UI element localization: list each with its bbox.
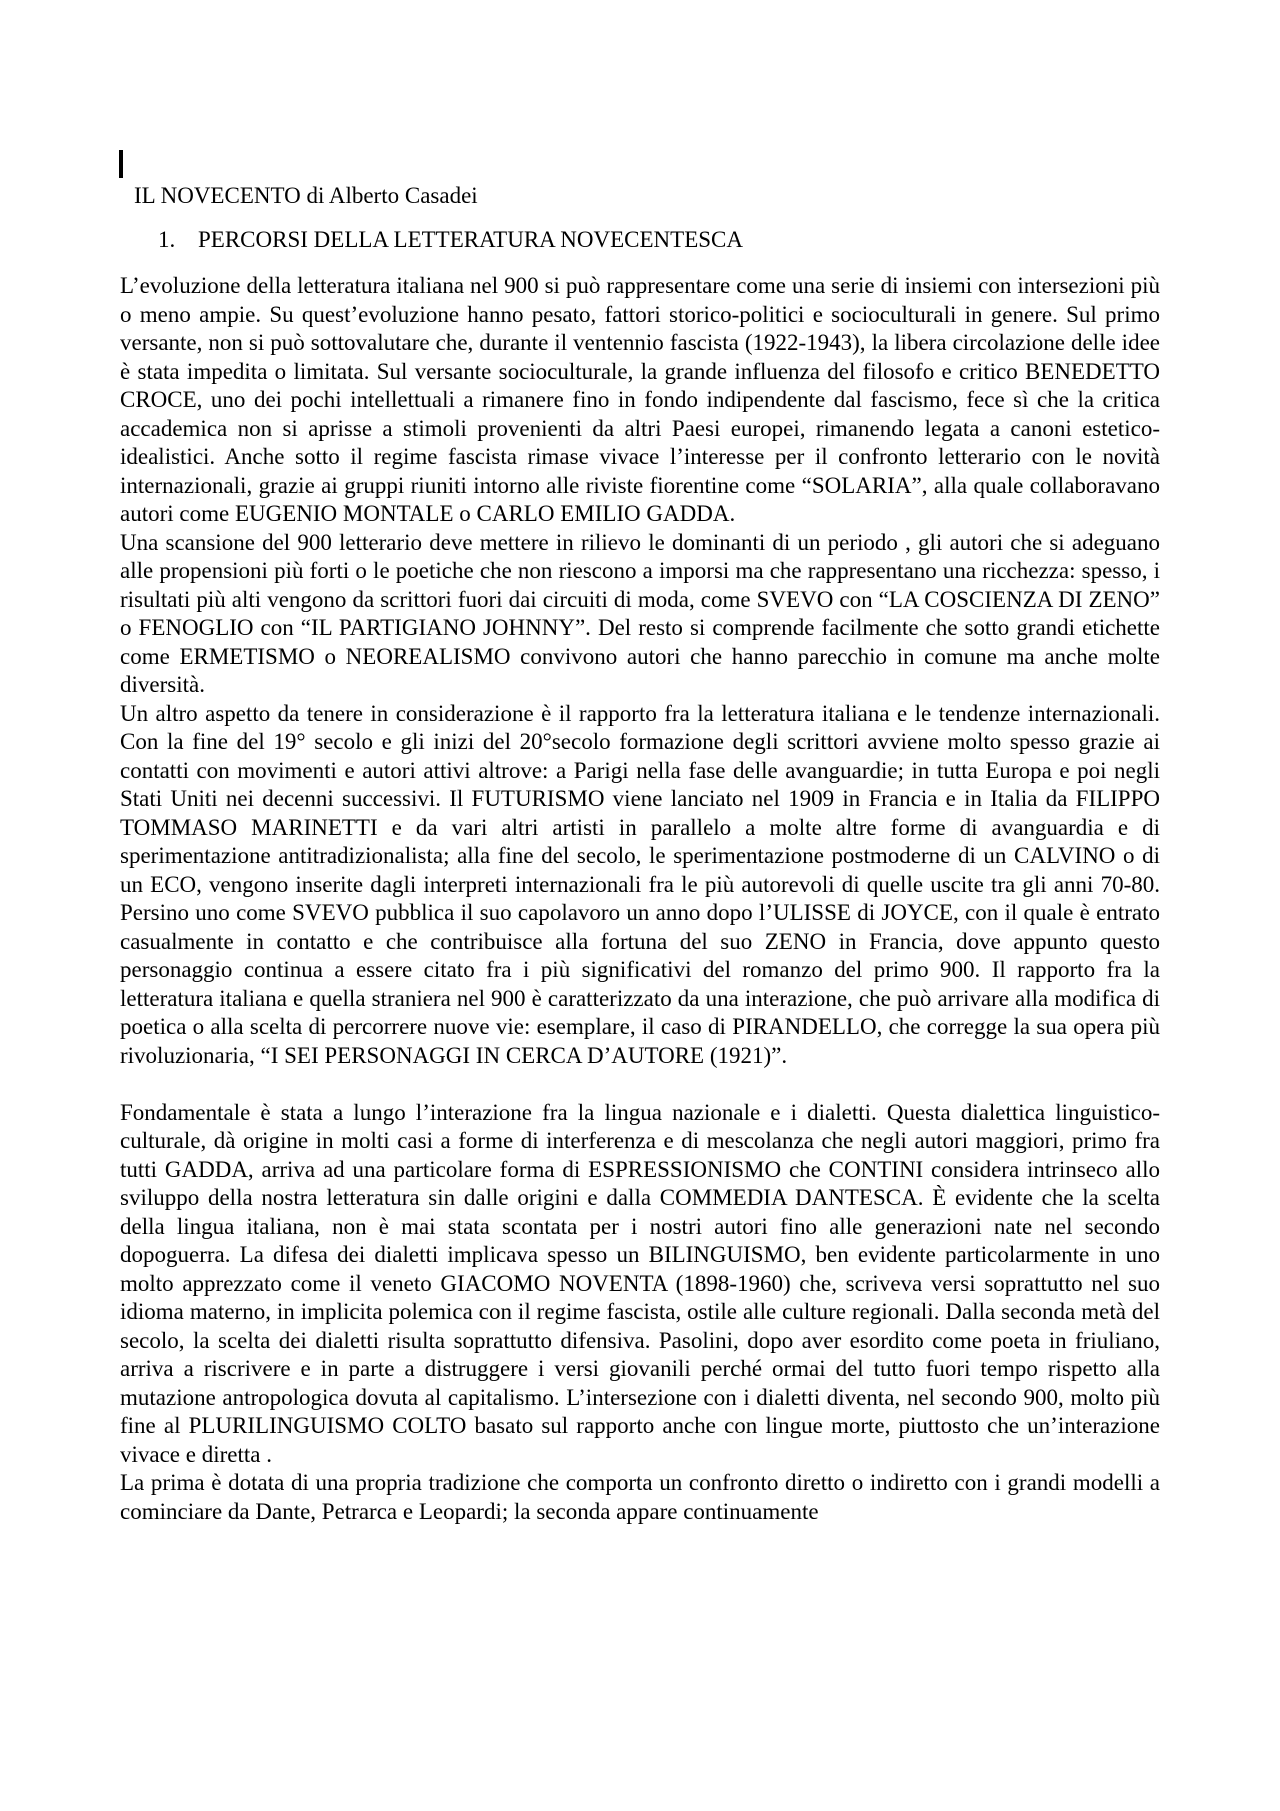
paragraph: L’evoluzione della letteratura italiana nel 900 si può rappresentare come una serie di insiemi con intersezioni più o meno ampie. Su quest’evoluzione hanno pesato, fattori storico-politici e socioculturali in genere. Sul primo versante, non si può sottovalutare che, durante il ventennio fascista (1922-1943), la libera circolazione delle idee è stata impedita o limitata. Sul versante socioculturale, la grande influenza del filosofo e critico BENEDETTO CROCE, uno dei pochi intellettuali a rimanere fino in fondo indipendente dal fascismo, fece sì che la critica accademica non si aprisse a stimoli provenienti da altri Paesi europei, rimanendo legata a canoni estetico-idealistici. Anche sotto il regime fascista rimase vivace l’interesse per il confronto letterario con le novità internazionali, grazie ai gruppi riuniti intorno alle riviste fiorentine come “SOLARIA”, alla quale collaboravano autori come EUGENIO MONTALE o CARLO EMILIO GADDA. — [120, 273, 1160, 526]
paragraph: La prima è dotata di una propria tradizione che comporta un confronto diretto o indiretto con i grandi modelli a cominciare da Dante, Petrarca e Leopardi; la seconda appare continuamente — [120, 1470, 1160, 1524]
section-number: 1. — [158, 227, 176, 252]
paragraph: Fondamentale è stata a lungo l’interazione fra la lingua nazionale e i dialetti. Questa dialettica linguistico-culturale, dà origine in molti casi a forme di interferenza e di mescolanza che negli autori maggiori, primo fra tutti GADDA, arriva ad una particolare forma di ESPRESSIONISMO che CONTINI considera intrinseco allo sviluppo della nostra letteratura sin dalle origini e dalla COMMEDIA DANTESCA. È evidente che la scelta della lingua italiana, non è mai stata scontata per i nostri autori fino alle generazioni nate nel secondo dopoguerra. La difesa dei dialetti implicava spesso un BILINGUISMO, ben evidente particolarmente in uno molto apprezzato come il veneto GIACOMO NOVENTA (1898-1960) che, scriveva versi soprattutto nel suo idioma materno, in implicita polemica con il regime fascista, ostile alle culture regionali. Dalla seconda metà del secolo, la scelta dei dialetti risulta soprattutto difensiva. Pasolini, dopo aver esordito come poeta in friuliano, arriva a riscrivere e in parte a distruggere i versi giovanili perché ormai del tutto fuori tempo rispetto alla mutazione antropologica dovuta al capitalismo. L’intersezione con i dialetti diventa, nel secondo 900, molto più fine al PLURILINGUISMO COLTO basato sul rapporto anche con lingue morte, piuttosto che un’interazione vivace e diretta . — [120, 1099, 1160, 1467]
document-body — [120, 174, 1160, 1526]
section-heading — [158, 218, 1160, 262]
paragraph: Una scansione del 900 letterario deve mettere in rilievo le dominanti di un periodo , gli autori che si adeguano alle propensioni più forti o le poetiche che non riescono a imporsi ma che rappresentano una ricchezza: spesso, i risultati più alti vengono da scrittori fuori dai circuiti di moda, come SVEVO con “LA COSCIENZA DI ZENO” o FENOGLIO con “IL PARTIGIANO JOHNNY”. Del resto si comprende facilmente che sotto grandi etichette come ERMETISMO o NEOREALISMO convivono autori che hanno parecchio in comune ma anche molte diversità. — [120, 529, 1160, 697]
document-title: IL NOVECENTO di Alberto Casadei — [134, 183, 478, 208]
section-title: PERCORSI DELLA LETTERATURA NOVECENTESCA — [198, 227, 743, 252]
paragraph: Un altro aspetto da tenere in considerazione è il rapporto fra la letteratura italiana e le tendenze internazionali. Con la fine del 19° secolo e gli inizi del 20°secolo formazione degli scrittori avviene molto spesso grazie ai contatti con movimenti e autori attivi altrove: a Parigi nella fase delle avanguardie; in tutta Europa e poi negli Stati Uniti nei decenni successivi. Il FUTURISMO viene lanciato nel 1909 in Francia e in Italia da FILIPPO TOMMASO MARINETTI e da vari altri artisti in parallelo a molte altre forme di avanguardia e di sperimentazione antitradizionalista; alla fine del secolo, le sperimentazione postmoderne di un CALVINO o di un ECO, vengono inserite dagli interpreti internazionali fra le più autorevoli di quelle uscite tra gli anni 70-80. Persino uno come SVEVO pubblica il suo capolavoro un anno dopo l’ULISSE di JOYCE, con il quale è entrato casualmente in contatto e che contribuisce alla fortuna del suo ZENO in Francia, dove appunto questo personaggio continua a essere citato fra i più significativi del romanzo del primo 900. Il rapporto fra la letteratura italiana e quella straniera nel 900 è caratterizzato da una interazione, che può arrivare alla modifica di poetica o alla scelta di percorrere nuove vie: esemplare, il caso di PIRANDELLO, che corregge la sua opera più rivoluzionaria, “I SEI PERSONAGGI IN CERCA D’AUTORE (1921)”. — [120, 700, 1160, 1068]
